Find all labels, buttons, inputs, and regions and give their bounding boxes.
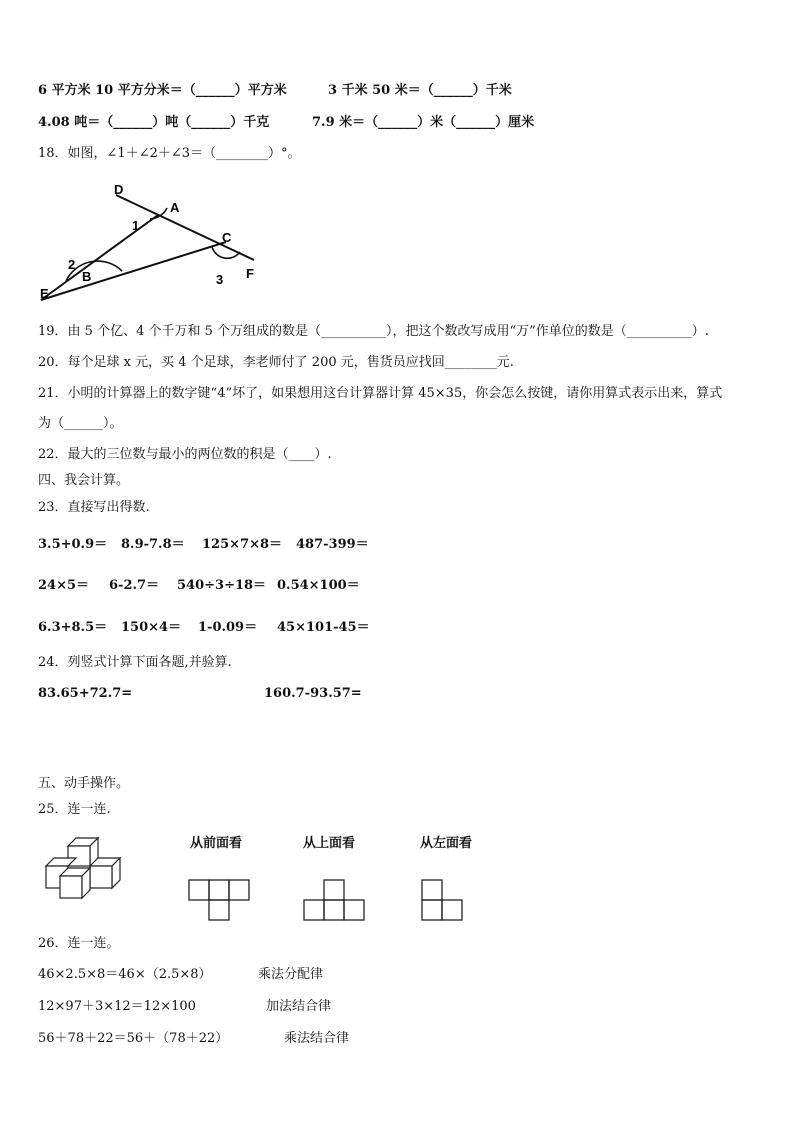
angle-2-label: 2 <box>68 257 76 272</box>
question-21-line1: 21．小明的计算器上的数字键“4”坏了，如果想用这台计算器计算 45×35，你会怎么按键，请你用算式表示出来，算式 <box>38 386 723 401</box>
question-19: 19．由 5 个亿、4 个千万和 5 个万组成的数是（__________），把这个数改写成用“万”作单位的数是（__________）. <box>38 324 709 339</box>
front-view-shape <box>187 878 251 922</box>
section-4-heading: 四、我会计算。 <box>38 473 130 488</box>
question-22: 22．最大的三位数与最小的两位数的积是（____）. <box>38 447 332 462</box>
question-26-title: 26．连一连。 <box>38 936 120 951</box>
view-label-left: 从左面看 <box>420 836 473 851</box>
calc-item: 0.54×100＝ <box>277 578 360 593</box>
calc-item: 1-0.09＝ <box>198 620 258 635</box>
view-label-front: 从前面看 <box>190 836 243 851</box>
calc-item: 487-399＝ <box>296 537 369 552</box>
question-25-title: 25．连一连. <box>38 802 111 817</box>
calc-item: 6-2.7＝ <box>109 578 160 593</box>
law-expression: 46×2.5×8＝46×（2.5×8） <box>38 967 212 982</box>
question-24-title: 24．列竖式计算下面各题,并验算. <box>38 655 232 670</box>
view-label-top: 从上面看 <box>303 836 356 851</box>
vertical-calc-b: 160.7-93.57= <box>264 686 362 701</box>
label-F: F <box>246 266 254 281</box>
question-23-title: 23．直接写出得数. <box>38 500 150 515</box>
question-18: 18．如图，∠1＋∠2＋∠3＝（________）°。 <box>38 146 301 161</box>
question-20: 20．每个足球 x 元，买 4 个足球，李老师付了 200 元，售货员应找回________元. <box>38 355 514 370</box>
angle-3-label: 3 <box>216 272 224 287</box>
label-C: C <box>222 230 232 245</box>
calc-item: 125×7×8＝ <box>202 537 283 552</box>
law-name: 加法结合律 <box>266 999 332 1014</box>
label-B: B <box>82 269 92 284</box>
calc-item: 3.5+0.9＝ <box>38 537 108 552</box>
angle-figure <box>36 180 276 310</box>
calc-item: 24×5＝ <box>38 578 90 593</box>
conversion-area-a: 6 平方米 10 平方分米＝（______）平方米 <box>38 83 287 98</box>
law-name: 乘法结合律 <box>284 1031 350 1046</box>
cube-solid-figure <box>42 836 132 906</box>
left-view-shape <box>420 878 466 922</box>
calc-item: 150×4＝ <box>121 620 182 635</box>
top-view-shape <box>302 878 366 922</box>
vertical-calc-a: 83.65+72.7= <box>38 686 133 701</box>
section-5-heading: 五、动手操作。 <box>38 776 130 791</box>
calc-item: 6.3+8.5＝ <box>38 620 108 635</box>
label-A: A <box>170 200 180 215</box>
law-expression: 56＋78＋22＝56＋（78＋22） <box>38 1031 229 1046</box>
calc-item: 45×101-45＝ <box>277 620 370 635</box>
question-21-line2: 为（______）。 <box>38 416 123 431</box>
angle-1-label: 1 <box>132 218 140 233</box>
conversion-length-b: 3 千米 50 米＝（______）千米 <box>328 83 512 98</box>
law-expression: 12×97＋3×12＝12×100 <box>38 999 196 1014</box>
label-E: E <box>40 286 49 301</box>
label-D: D <box>114 182 124 197</box>
law-name: 乘法分配律 <box>258 967 324 982</box>
calc-item: 540÷3÷18＝ <box>177 578 267 593</box>
conversion-length-d: 7.9 米＝（______）米（______）厘米 <box>312 115 535 130</box>
conversion-mass-c: 4.08 吨＝（______）吨（______）千克 <box>38 115 270 130</box>
calc-item: 8.9-7.8＝ <box>121 537 185 552</box>
